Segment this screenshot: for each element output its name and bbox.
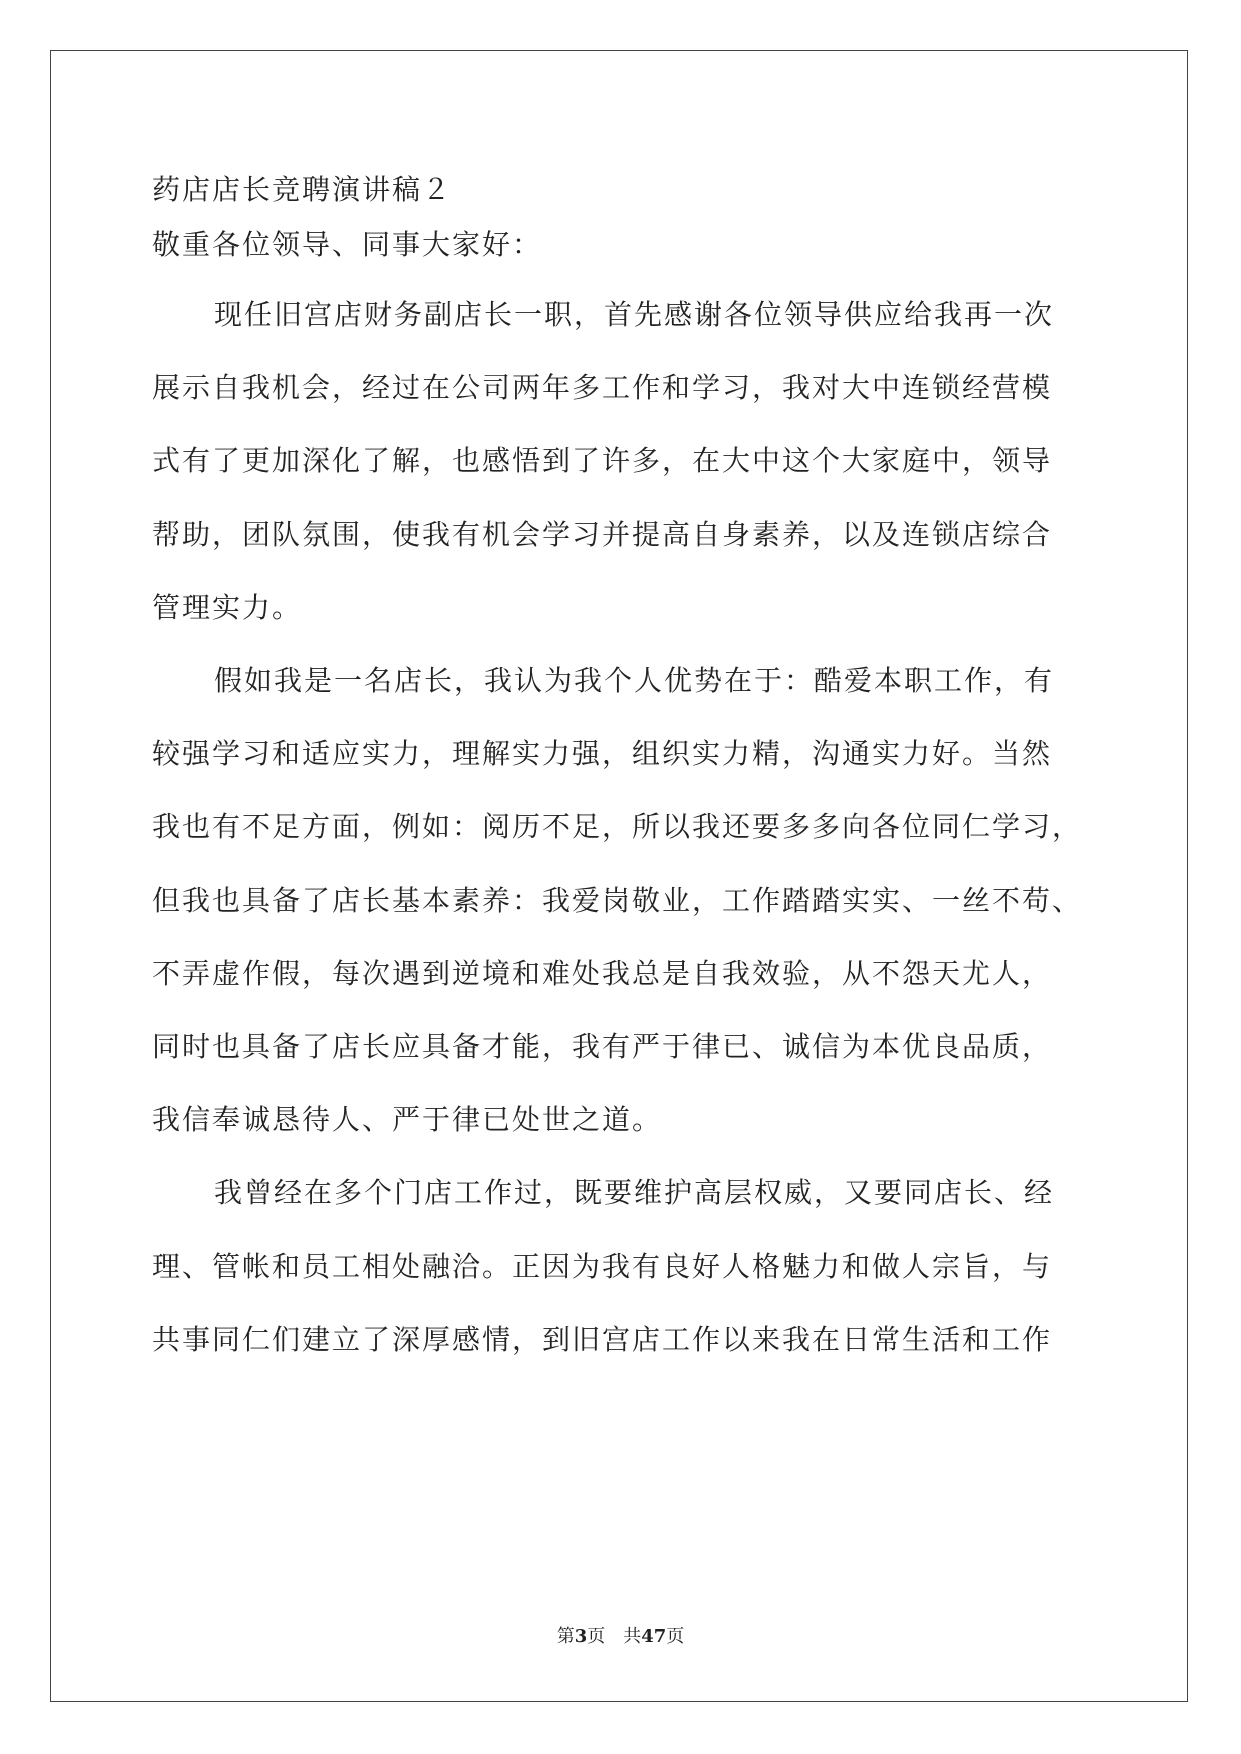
page-suffix: 页 [666,1626,685,1647]
body-line: 展示自我机会，经过在公司两年多工作和学习，我对大中连锁经营模 [152,371,1053,405]
body-line: 假如我是一名店长，我认为我个人优势在于：酷爱本职工作，有 [214,664,1055,697]
greeting-line: 敬重各位领导、同事大家好： [152,228,543,261]
body-line: 管理实力。 [152,590,303,624]
page-total: 47 [641,1626,667,1647]
body-line: 式有了更加深化了解，也感悟到了许多，在大中这个大家庭中，领导 [152,444,1053,478]
body-line: 现任旧宫店财务副店长一职，首先感谢各位领导供应给我再一次 [214,298,1055,331]
body-line: 较强学习和适应实力，理解实力强，组织实力精，沟通实力好。当然 [152,737,1053,771]
page-prefix: 第 [556,1626,575,1647]
body-line: 我曾经在多个门店工作过，既要维护高层权威，又要同店长、经 [214,1176,1055,1210]
page-mid: 页 共 [587,1626,642,1647]
body-line: 不弄虚作假，每次遇到逆境和难处我总是自我效验，从不怨天尤人， [152,956,1053,990]
page-footer [0,1625,1241,1649]
body-line: 同时也具备了店长应具备才能，我有严于律已、诚信为本优良品质， [152,1030,1053,1063]
document-title: 药店店长竞聘演讲稿２ [152,173,453,206]
body-line: 帮助，团队氛围，使我有机会学习并提高自身素养，以及连锁店综合 [152,517,1053,551]
page-current: 3 [574,1626,588,1647]
body-line: 但我也具备了店长基本素养：我爱岗敬业，工作踏踏实实、一丝不苟、 [152,883,1083,917]
body-line: 我信奉诚恳待人、严于律已处世之道。 [152,1103,663,1137]
body-line: 理、管帐和员工相处融洽。正因为我有良好人格魅力和做人宗旨，与 [152,1249,1053,1283]
body-line: 我也有不足方面，例如：阅历不足，所以我还要多多向各位同仁学习， [152,810,1083,844]
body-line: 共事同仁们建立了深厚感情，到旧宫店工作以来我在日常生活和工作 [152,1322,1053,1356]
